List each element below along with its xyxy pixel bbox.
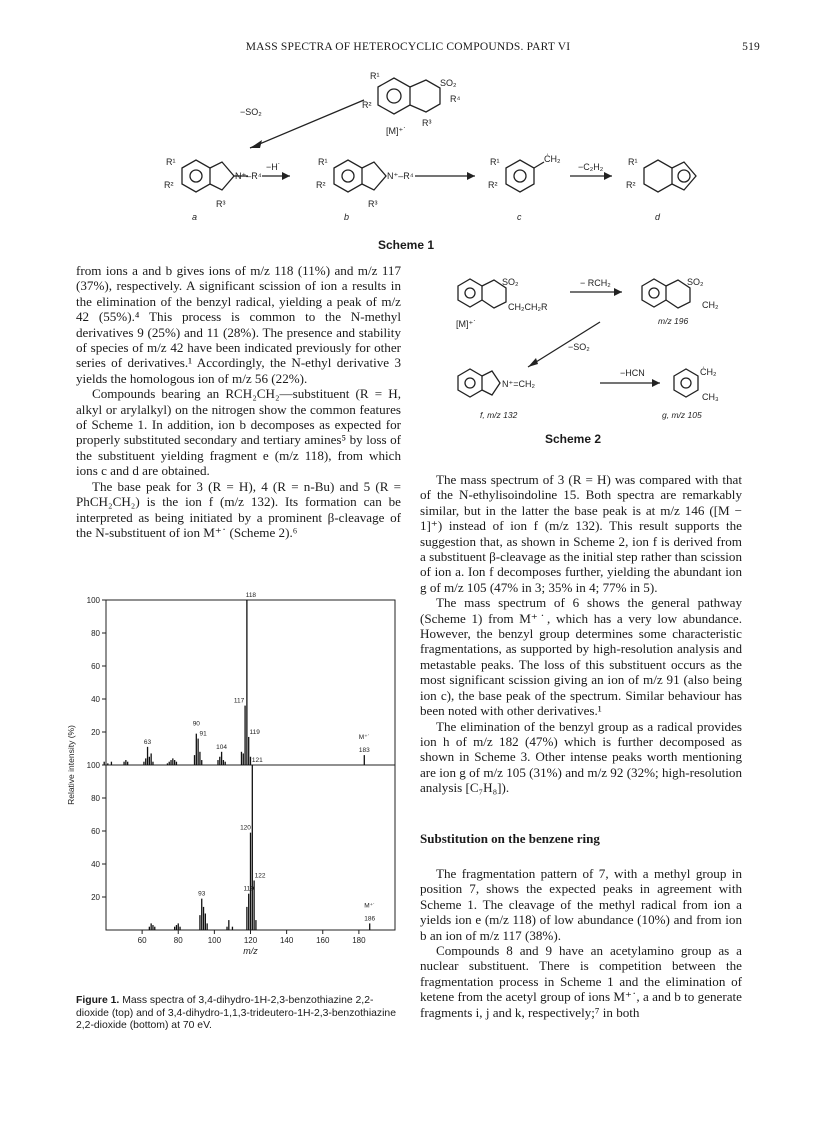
right-paragraph-1: The mass spectrum of 3 (R = H) was compared with that of the N-ethylisoindoline 15. Both spectra are remarkably similar, but in the latter the base peak is at m/z 146 ([M − 1]⁺) instead of ion f (m/z 132). This result supports the suggestion that, as shown in Scheme 2, ion f is derived from a substituent β-cleavage as the initial step rather than scission of ion a. Ion f decomposes further, yielding the abundant ion g of m/z 105 (47% in 3; 35% in 4; 77% in 5). xyxy=(420,472,742,595)
left-paragraph-3: The base peak for 3 (R = H), 4 (R = n-Bu) and 5 (R = PhCH₂CH₂) is the ion f (m/z 132). Its formation can be interpreted as being initiated by a prominent β-cleavage of the N-substituent of ion M⁺˙ (Scheme 2).⁶ xyxy=(76,478,401,540)
peak-label-186: 186 xyxy=(364,915,376,923)
figure-1-caption-text: Mass spectra of 3,4-dihydro-1H-2,3-benzothiazine 2,2-dioxide (top) and of 3,4-dihydro-1,1,3-trideutero-1H-2,3-benzothiazine 2,2-dioxide (bottom) at 70 eV. xyxy=(76,995,396,1032)
y-tick-label: 60 xyxy=(91,662,100,671)
scheme2-g-label: g, m/z 105 xyxy=(662,410,702,420)
right-paragraph-3: The elimination of the benzyl group as a radical provides ion h of m/z 182 (47%) which is further decomposed as shown in Scheme 3. Other intense peaks worth mentioning are ion g of m/z 105 (31%) and m/z 92 (32%; high-resolution analysis [C₇H₈]). xyxy=(420,718,742,796)
scheme-1-caption: Scheme 1 xyxy=(378,238,435,252)
svg-text:R²: R² xyxy=(362,100,372,110)
peak-label-122: 122 xyxy=(254,872,266,880)
right-column-text xyxy=(420,472,742,796)
scheme1-ion-c: c xyxy=(517,212,522,222)
scheme1-loss-so2: −SO₂ xyxy=(240,107,262,117)
section-heading: Substitution on the benzene ring xyxy=(420,831,600,846)
peak-label-m: M⁺˙ xyxy=(358,734,370,742)
scheme2-loss-hcn: −HCN xyxy=(620,368,645,378)
y-tick-label: 100 xyxy=(86,761,100,770)
figure-1-mass-spectra xyxy=(60,588,405,963)
x-tick-label: 100 xyxy=(207,936,222,945)
figure-1-caption xyxy=(76,995,406,1033)
svg-text:CH₃: CH₃ xyxy=(702,392,719,402)
peak-label-121: 121 xyxy=(251,757,263,764)
scheme1-loss-h: −H˙ xyxy=(266,162,281,172)
scheme-1 xyxy=(150,70,710,235)
peak-label-91: 91 xyxy=(199,730,207,738)
svg-text:R²: R² xyxy=(316,180,326,190)
scheme2-loss-rch2: − RCH₂ xyxy=(580,278,611,288)
peak-label-120: 120 xyxy=(240,824,251,832)
svg-text:ĊH₂: ĊH₂ xyxy=(544,154,561,164)
peak-label-118: 118 xyxy=(245,592,257,599)
scheme1-ion-b: b xyxy=(344,212,350,222)
scheme-2-caption: Scheme 2 xyxy=(545,432,602,446)
svg-text:N⁺–R⁴: N⁺–R⁴ xyxy=(235,171,262,181)
x-tick-label: 180 xyxy=(352,936,366,945)
peak-label-119: 119 xyxy=(249,728,260,736)
right-paragraph-2: The mass spectrum of 6 shows the general pathway (Scheme 1) from M⁺˙, which has a very low abundance. However, the benzyl group determines some characteristic fragmentations, as supported by high-resolution analysis and metastable peaks. The loss of this substituent occurs as the most significant scission giving an ion of m/z 91 (also being ion c), the base peak of the spectrum. Similar behaviour has been noted with other derivatives.¹ xyxy=(420,595,742,719)
y-tick-label: 100 xyxy=(86,596,100,605)
svg-text:R¹: R¹ xyxy=(490,157,500,167)
svg-text:SO₂: SO₂ xyxy=(440,78,457,88)
x-tick-label: 80 xyxy=(173,936,183,945)
scheme-2 xyxy=(450,272,740,437)
scheme2-m-label: [M]⁺˙ xyxy=(456,319,477,329)
peak-label-104: 104 xyxy=(216,743,228,751)
peak-label-63: 63 xyxy=(143,738,152,746)
page-number: 519 xyxy=(742,41,760,53)
section-paragraph-2: Compounds 8 and 9 have an acetylamino group as a nuclear substituent. There is competition between the fragmentation process in Scheme 1 and the elimination of ketene from the acetyl group of ions M⁺˙, a and b to generate fragments i, j and k, respectively;⁷ in both xyxy=(420,943,742,1020)
svg-text:R¹: R¹ xyxy=(628,157,638,167)
svg-text:CH₂CH₂R: CH₂CH₂R xyxy=(508,302,548,312)
x-axis-label: m/z xyxy=(243,946,258,956)
svg-text:R⁴: R⁴ xyxy=(450,94,461,104)
x-tick-label: 140 xyxy=(279,936,294,945)
svg-text:N⁺=CH₂: N⁺=CH₂ xyxy=(502,379,535,389)
svg-text:R¹: R¹ xyxy=(318,157,328,167)
y-tick-label: 20 xyxy=(91,893,100,902)
svg-text:ĊH₂: ĊH₂ xyxy=(700,367,717,377)
y-tick-label: 20 xyxy=(91,728,100,737)
left-paragraph-1: from ions a and b gives ions of m/z 118 (11%) and m/z 117 (37%), respectively. A significant scission of ion a results in the elimination of the benzyl radical, yielding a peak of m/z 42 (55%).⁴ This process is common to the N-methyl derivatives 9 (25%) and 11 (28%). The presence and stability of species of m/z 42 have been indicated previously for other series of derivatives.¹ Accordingly, the N-ethyl derivative 3 yields the homologous ion of m/z 56 (22%). xyxy=(76,263,401,386)
peak-label-93: 93 xyxy=(198,890,206,898)
peak-label-183: 183 xyxy=(358,747,370,755)
y-tick-label: 40 xyxy=(91,695,100,704)
scheme2-loss-so2: −SO₂ xyxy=(568,342,590,352)
svg-text:R¹: R¹ xyxy=(370,71,380,81)
x-tick-label: 120 xyxy=(243,936,258,945)
left-paragraph-2: Compounds bearing an RCH₂CH₂—substituent (R = H, alkyl or arylalkyl) on the nitrogen show the common features of Scheme 1. In addition, ion b decomposes as expected for properly substituted secondary and tertiary amines⁵ by loss of the substituent yielding fragment e (m/z 118), from which ions c and d are obtained. xyxy=(76,386,401,479)
left-column-text xyxy=(76,263,401,540)
section-text xyxy=(420,866,742,1020)
peak-label-m: M⁺˙ xyxy=(364,902,376,910)
svg-text:R³: R³ xyxy=(368,199,378,209)
scheme2-f-label: f, m/z 132 xyxy=(480,410,518,420)
x-tick-label: 60 xyxy=(137,936,147,945)
scheme1-loss-c2h2: −C₂H₂ xyxy=(578,162,604,172)
scheme1-m-label: [M]⁺˙ xyxy=(386,126,407,136)
svg-text:R³: R³ xyxy=(422,118,432,128)
svg-text:R²: R² xyxy=(626,180,636,190)
section-paragraph-1: The fragmentation pattern of 7, with a methyl group in position 7, shows the expected peaks in agreement with Scheme 1. The cleavage of the methyl radical from ion a yields ion e (m/z 118) of low abundance (10%) and from ion b an ion of m/z 117 (38%). xyxy=(420,866,742,943)
scheme1-ion-d: d xyxy=(655,212,661,222)
y-tick-label: 80 xyxy=(91,629,100,638)
svg-text:R²: R² xyxy=(164,180,174,190)
svg-text:CH₂: CH₂ xyxy=(702,300,719,310)
svg-text:N⁺–R⁴: N⁺–R⁴ xyxy=(387,171,414,181)
y-tick-label: 60 xyxy=(91,827,100,836)
y-tick-label: 40 xyxy=(91,860,100,869)
svg-text:R³: R³ xyxy=(216,199,226,209)
scheme2-mz196: m/z 196 xyxy=(658,316,689,326)
y-tick-label: 80 xyxy=(91,794,100,803)
peak-label-119: 119 xyxy=(243,885,254,893)
svg-text:R¹: R¹ xyxy=(166,157,176,167)
scheme1-ion-a: a xyxy=(192,212,198,222)
y-axis-label: Relative intensity (%) xyxy=(66,725,76,805)
x-tick-label: 160 xyxy=(316,936,330,945)
svg-text:SO₂: SO₂ xyxy=(502,277,519,287)
svg-text:R²: R² xyxy=(488,180,498,190)
running-header-title: MASS SPECTRA OF HETEROCYCLIC COMPOUNDS. PART VI xyxy=(245,41,571,53)
svg-text:SO₂: SO₂ xyxy=(687,277,704,287)
peak-label-117: 117 xyxy=(233,697,245,705)
peak-label-90: 90 xyxy=(192,720,200,728)
figure-1-caption-label: Figure 1. xyxy=(76,995,120,1006)
